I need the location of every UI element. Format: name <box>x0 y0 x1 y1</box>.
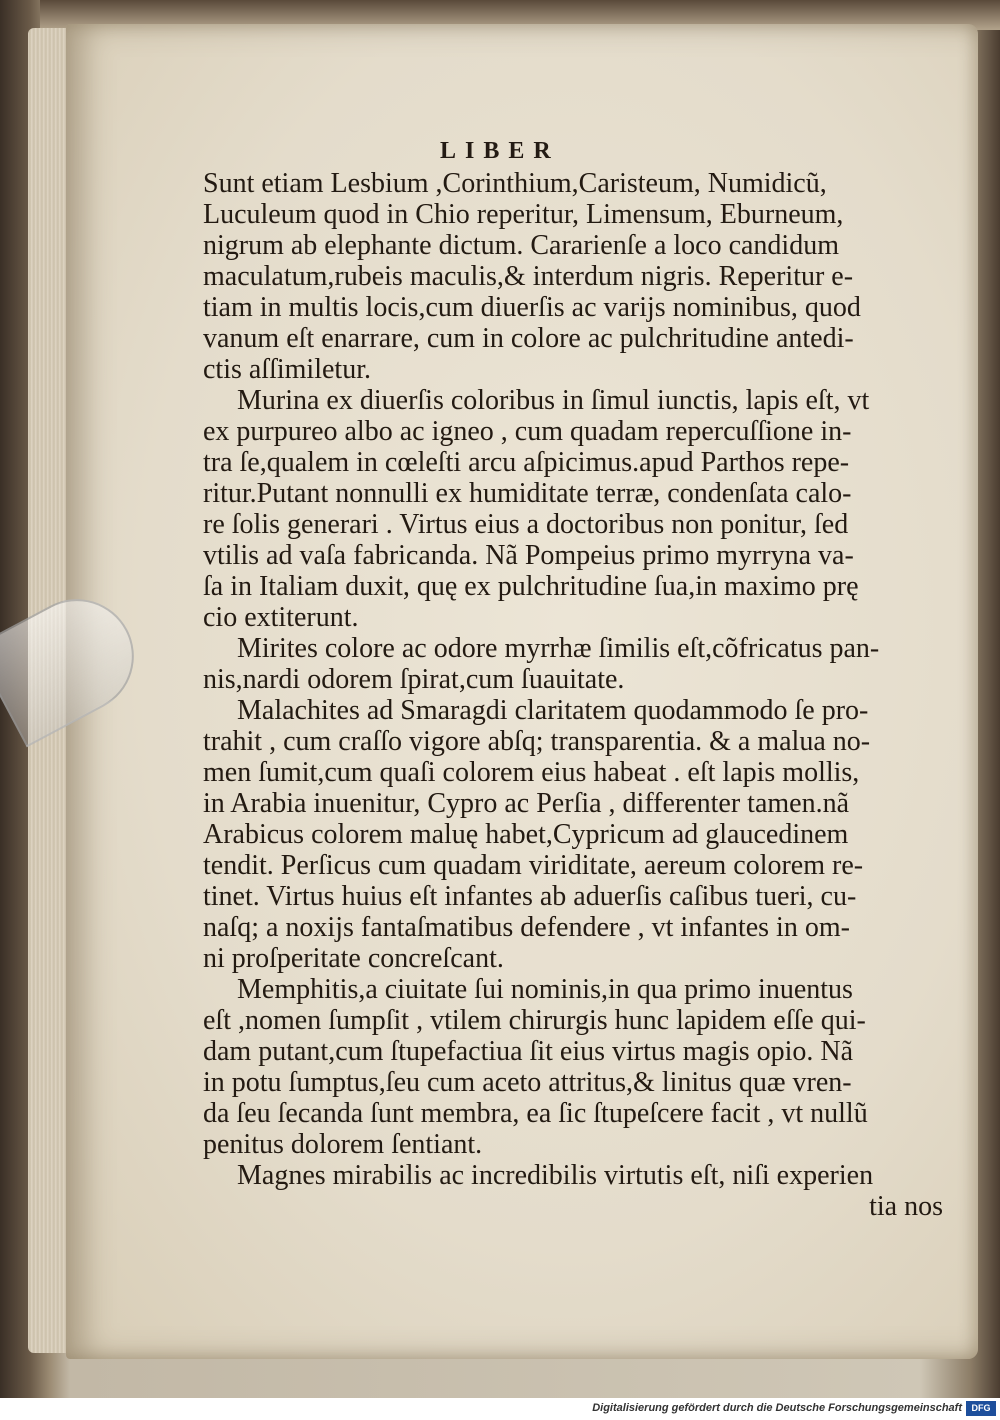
text-line: tiam in multis locis,cum diuerſis ac varijs nominibus, quod <box>203 292 861 323</box>
text-line: in potu ſumptus,ſeu cum aceto attritus,& linitus quæ vren- <box>203 1067 852 1098</box>
text-line: tendit. Perſicus cum quadam viriditate, aereum colorem re- <box>203 850 864 881</box>
text-line: vanum eſt enarrare, cum in colore ac pulchritudine antedi- <box>203 323 854 354</box>
text-line: Malachites ad Smaragdi claritatem quodammodo ſe pro- <box>237 695 869 726</box>
text-line: cio extiterunt. <box>203 602 359 633</box>
text-line: men ſumit,cum quaſi colorem eius habeat . eſt lapis mollis, <box>203 757 860 788</box>
text-line: Sunt etiam Lesbium ,Corinthium,Caristeum, Numidicũ, <box>203 168 827 199</box>
text-line: Memphitis,a ciuitate ſui nominis,in qua primo inuentus <box>237 974 853 1005</box>
text-line: in Arabia inuenitur, Cypro ac Perſia , differenter tamen.nã <box>203 788 850 819</box>
text-line: nigrum ab elephante dictum. Cararienſe a loco candidum <box>203 230 839 261</box>
funding-notice: Digitalisierung gefördert durch die Deutsche Forschungsgemeinschaft <box>592 1402 962 1414</box>
text-line: Murina ex diuerſis coloribus in ſimul iunctis, lapis eſt, vt <box>237 385 870 416</box>
text-line: maculatum,rubeis maculis,& interdum nigris. Reperitur e- <box>203 261 854 292</box>
text-line: tinet. Virtus huius eſt infantes ab aduerſis caſibus tueri, cu- <box>203 881 857 912</box>
text-line: penitus dolorem ſentiant. <box>203 1129 483 1160</box>
text-line: ritur.Putant nonnulli ex humiditate terræ, condenſata calo- <box>203 478 852 509</box>
text-line: Magnes mirabilis ac incredibilis virtutis eſt, niſi experien <box>237 1160 874 1191</box>
text-line: ſa in Italiam duxit, quę ex pulchritudine ſua,in maximo prę <box>203 571 859 602</box>
text-line: naſq; a noxijs fantaſmatibus defendere , vt infantes in om- <box>203 912 850 943</box>
body-text <box>203 168 943 1222</box>
text-line: Mirites colore ac odore myrrhæ ſimilis eſt,cõfricatus pan- <box>237 633 880 664</box>
text-line: da ſeu ſecanda ſunt membra, ea ſic ſtupeſcere facit , vt nullũ <box>203 1098 868 1129</box>
text-line: re ſolis generari . Virtus eius a doctoribus non ponitur, ſed <box>203 509 849 540</box>
text-line: dam putant,cum ſtupefactiua ſit eius virtus magis opio. Nã <box>203 1036 854 1067</box>
text-line: eſt ,nomen ſumpſit , vtilem chirurgis hunc lapidem eſſe qui- <box>203 1005 866 1036</box>
text-line: Luculeum quod in Chio reperitur, Limensum, Eburneum, <box>203 199 844 230</box>
text-line: nis,nardi odorem ſpirat,cum ſuauitate. <box>203 664 625 695</box>
text-line: ctis aſſimiletur. <box>203 354 371 385</box>
text-line: trahit , cum craſſo vigore abſq; transparentia. & a malua no- <box>203 726 871 757</box>
footer-bar <box>0 1398 1000 1420</box>
catchword: tia nos <box>869 1191 943 1222</box>
text-line: vtilis ad vaſa fabricanda. Nã Pompeius primo myrryna va- <box>203 540 854 571</box>
text-line: Arabicus colorem maluę habet,Cypricum ad glaucedinem <box>203 819 849 850</box>
running-head: LIBER <box>440 138 560 164</box>
text-line: tra ſe,qualem in cœleſti arcu aſpicimus.apud Parthos repe- <box>203 447 850 478</box>
text-line: ni proſperitate concreſcant. <box>203 943 504 974</box>
text-line: ex purpureo albo ac igneo , cum quadam repercuſſione in- <box>203 416 852 447</box>
dfg-logo: DFG <box>966 1401 996 1416</box>
